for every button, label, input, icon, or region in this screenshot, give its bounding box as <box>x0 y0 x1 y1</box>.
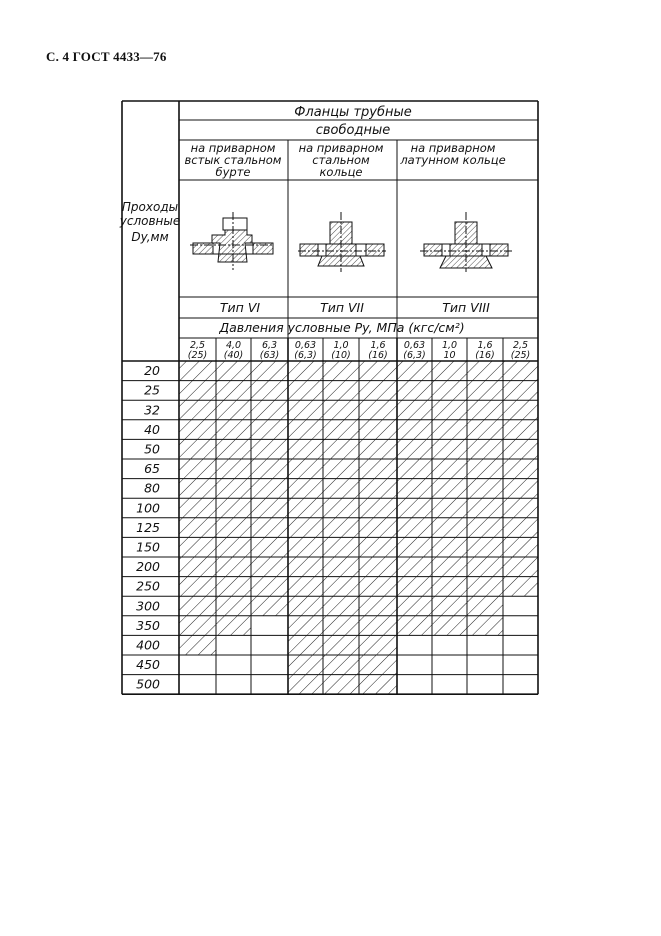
pressure-label: 2,5 <box>512 340 529 351</box>
diameter-label: 20 <box>144 363 160 379</box>
table-title: Фланцы трубные <box>294 105 412 120</box>
svg-text:встык стальном: встык стальном <box>184 153 282 167</box>
diameter-label: 100 <box>136 500 160 516</box>
diameter-label: 50 <box>144 441 160 457</box>
row-header-line-3: Dy,мм <box>131 230 169 244</box>
table-subtitle: свободные <box>315 123 391 138</box>
pressure-label: 6,3 <box>261 340 278 351</box>
pressure-label: 1,6 <box>477 340 493 351</box>
svg-text:бурте: бурте <box>215 165 251 179</box>
pressure-label: 1,0 <box>333 340 349 351</box>
diameter-label: 25 <box>144 382 160 398</box>
pressure-label: (63) <box>259 350 280 361</box>
diameter-label: 400 <box>136 637 160 653</box>
hatched-column-3 <box>251 361 288 616</box>
diameter-label: 65 <box>144 461 160 477</box>
row-header-line-1: Проходы <box>121 200 179 214</box>
svg-text:на приварном: на приварном <box>190 141 276 155</box>
hatched-column-4 <box>288 361 323 694</box>
page-header: С. 4 ГОСТ 4433—76 <box>46 49 167 64</box>
pressure-label: 10 <box>443 350 456 361</box>
row-header-line-2: условные <box>119 214 181 228</box>
hatched-column-1 <box>179 361 216 655</box>
pressure-label: 0,63 <box>403 340 426 351</box>
pressure-label: 0,63 <box>294 340 317 351</box>
pressure-label: 4,0 <box>225 340 242 351</box>
hatched-column-6 <box>359 361 397 694</box>
diameter-label: 500 <box>136 676 160 692</box>
pressure-header: Давления условные Py, МПа (кгс/см²) <box>219 320 465 335</box>
diameter-label: 40 <box>144 421 160 437</box>
svg-text:стальном: стальном <box>312 153 370 167</box>
diameter-label: 450 <box>136 657 160 673</box>
pressure-label: (6,3) <box>294 350 317 361</box>
diameter-label: 350 <box>136 617 160 633</box>
type-label-8: Тип VIII <box>442 300 490 315</box>
pressure-label: (25) <box>510 350 531 361</box>
group-2-description <box>299 141 384 179</box>
pressure-label: 1,0 <box>441 340 458 351</box>
pressure-label: (16) <box>368 350 388 361</box>
group-1-description <box>185 141 282 179</box>
group-3-description <box>399 141 505 167</box>
diameter-label: 200 <box>136 559 160 575</box>
pressure-label: (25) <box>187 350 208 361</box>
svg-text:кольце: кольце <box>319 165 363 179</box>
diameter-label: 150 <box>136 539 160 555</box>
flange-drawing-type-8 <box>420 212 512 272</box>
type-label-7: Тип VII <box>320 300 364 315</box>
pressure-label: 2,5 <box>189 340 206 351</box>
svg-text:на приварном: на приварном <box>298 141 384 155</box>
flange-drawing-type-7 <box>298 212 386 272</box>
pressure-label: (16) <box>475 350 495 361</box>
hatched-column-5 <box>323 361 359 694</box>
pressure-label: (40) <box>223 350 244 361</box>
diameter-label: 300 <box>136 598 160 614</box>
diameter-labels <box>136 363 160 692</box>
svg-text:на приварном: на приварном <box>410 141 496 155</box>
pressure-label: (10) <box>331 350 351 361</box>
pressure-label: 1,6 <box>370 340 386 351</box>
diameter-label: 80 <box>144 480 160 496</box>
diameter-label: 125 <box>136 519 160 535</box>
row-header <box>119 200 181 244</box>
pressure-label: (6,3) <box>403 350 426 361</box>
flange-drawing-type-6 <box>190 212 274 270</box>
type-label-6: Тип VI <box>219 300 261 315</box>
diameter-label: 32 <box>144 402 160 418</box>
diameter-label: 250 <box>136 578 160 594</box>
svg-text:латунном кольце: латунном кольце <box>400 153 506 167</box>
